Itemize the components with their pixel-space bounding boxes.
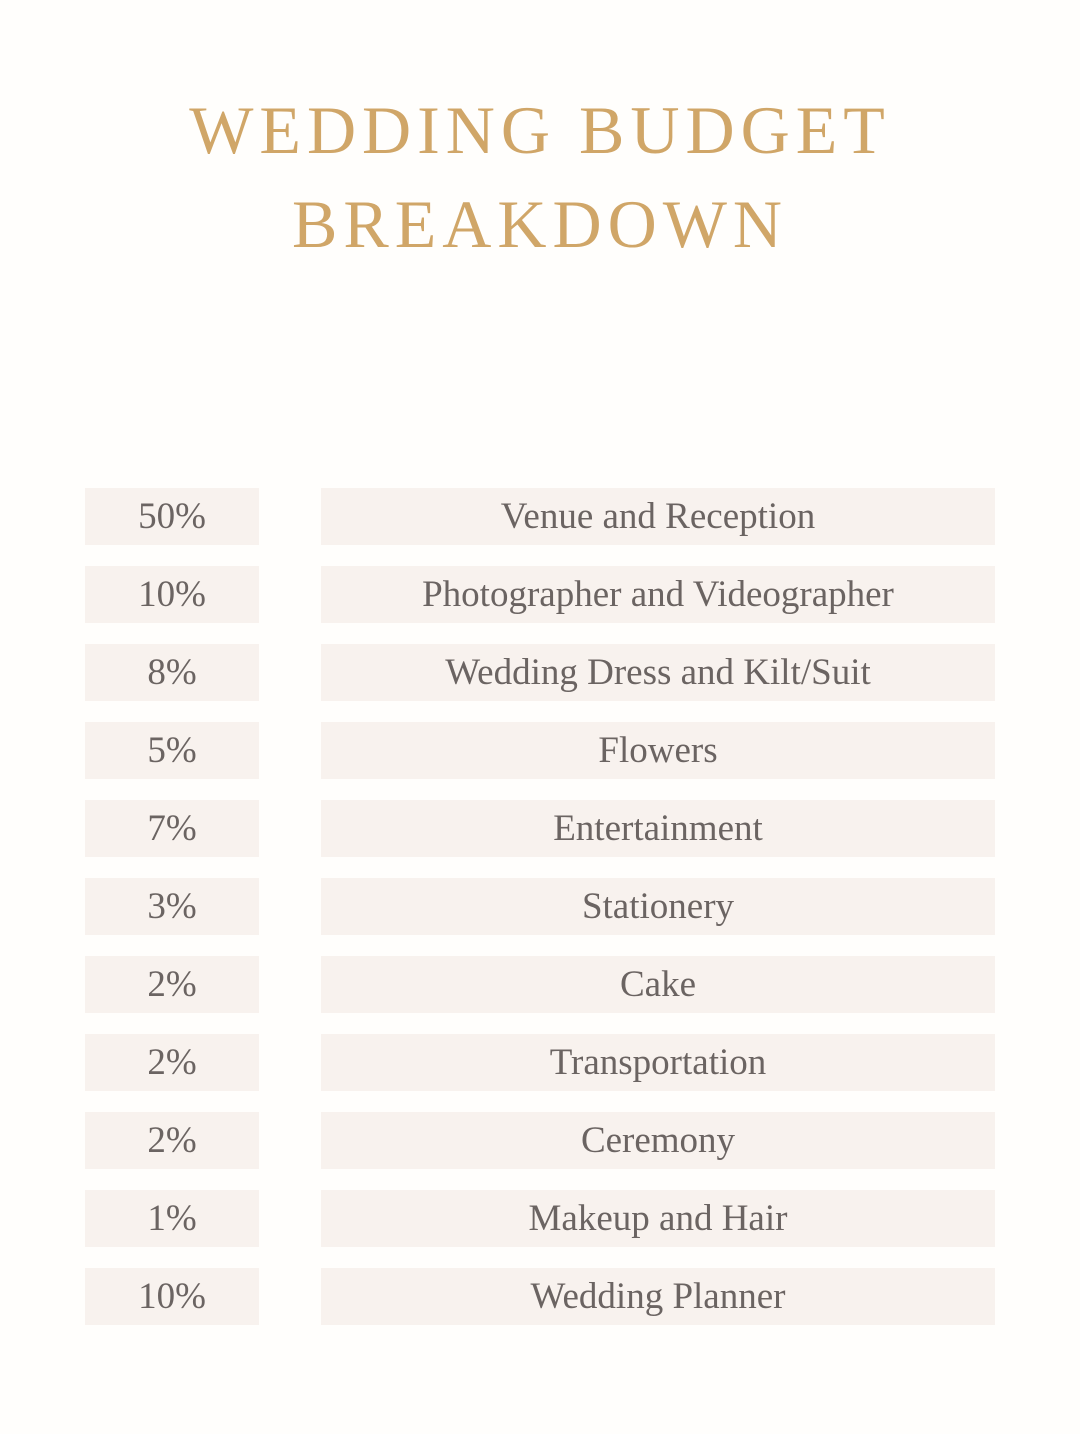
percent-badge: 10%	[85, 1268, 259, 1325]
category-label: Cake	[321, 956, 995, 1013]
percent-badge: 10%	[85, 566, 259, 623]
category-label: Stationery	[321, 878, 995, 935]
percent-badge: 1%	[85, 1190, 259, 1247]
percent-badge: 5%	[85, 722, 259, 779]
budget-row	[85, 566, 995, 623]
percent-badge: 3%	[85, 878, 259, 935]
budget-row	[85, 1112, 995, 1169]
percent-badge: 2%	[85, 1034, 259, 1091]
budget-row	[85, 722, 995, 779]
category-label: Makeup and Hair	[321, 1190, 995, 1247]
page-title-line1: WEDDING BUDGET	[189, 92, 891, 168]
percent-badge: 8%	[85, 644, 259, 701]
page-title	[0, 84, 1080, 272]
budget-row	[85, 488, 995, 545]
page-title-line2: BREAKDOWN	[292, 185, 788, 262]
percent-badge: 7%	[85, 800, 259, 857]
budget-row	[85, 1268, 995, 1325]
percent-badge: 2%	[85, 956, 259, 1013]
budget-row	[85, 1034, 995, 1091]
category-label: Ceremony	[321, 1112, 995, 1169]
category-label: Wedding Planner	[321, 1268, 995, 1325]
budget-rows	[0, 488, 1080, 1325]
category-label: Transportation	[321, 1034, 995, 1091]
category-label: Photographer and Videographer	[321, 566, 995, 623]
category-label: Flowers	[321, 722, 995, 779]
budget-row	[85, 956, 995, 1013]
budget-row	[85, 644, 995, 701]
category-label: Venue and Reception	[321, 488, 995, 545]
percent-badge: 2%	[85, 1112, 259, 1169]
category-label: Entertainment	[321, 800, 995, 857]
percent-badge: 50%	[85, 488, 259, 545]
category-label: Wedding Dress and Kilt/Suit	[321, 644, 995, 701]
budget-row	[85, 1190, 995, 1247]
budget-row	[85, 800, 995, 857]
budget-row	[85, 878, 995, 935]
